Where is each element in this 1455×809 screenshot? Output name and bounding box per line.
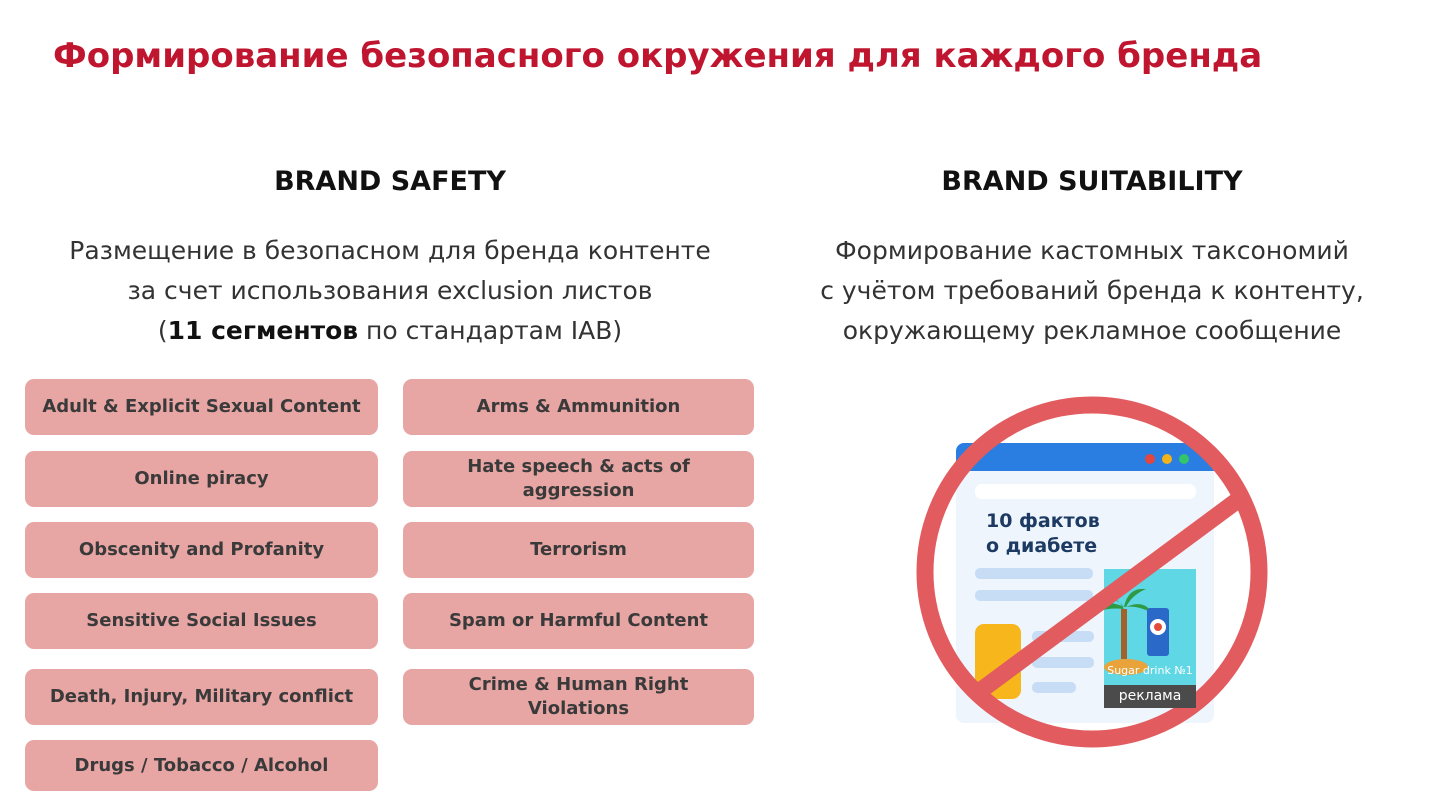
window-close-dot-icon [1145,454,1155,464]
text-line [975,568,1093,579]
page-title: Формирование безопасного окружения для каждого бренда [53,36,1263,76]
brand-suitability-description-line3: окружающему рекламное сообщение [842,316,1342,345]
brand-safety-heading: BRAND SAFETY [274,166,506,197]
segment-adult-explicit [25,379,378,435]
segment-label: Online piracy [134,468,269,489]
segment-drugs-tobacco-alcohol [25,740,378,791]
ad-caption: Sugar drink №1 [1107,664,1193,677]
segment-label: Sensitive Social Issues [86,610,317,631]
browser-title-bar [956,443,1214,471]
text-line [975,590,1093,601]
article-title-line2: о диабете [986,535,1098,557]
brand-safety-description-line3-rest: по стандартам IAB) [358,316,623,345]
article-title-line1: 10 фактов [986,510,1100,532]
address-bar [975,484,1196,499]
segment-label: Death, Injury, Military conflict [49,686,354,707]
prohibited-ad-illustration [912,395,1272,751]
segment-label: Terrorism [530,539,627,560]
segment-label: Obscenity and Profanity [78,539,325,560]
segment-label: Crime & Human Right Violations [468,674,689,719]
text-line [1032,682,1076,693]
brand-suitability-heading: BRAND SUITABILITY [941,166,1243,197]
brand-suitability-description-line2: с учётом требований бренда к контенту, [820,276,1364,305]
brand-safety-description-line2: за счет использования exclusion листов [127,276,653,305]
brand-safety-description-line1: Размещение в безопасном для бренда контенте [69,236,711,265]
brand-safety-description [30,231,750,351]
ad-label: реклама [1104,685,1196,708]
segment-label: Adult & Explicit Sexual Content [42,396,361,417]
segment-label: Drugs / Tobacco / Alcohol [74,754,329,776]
article-title [986,509,1100,559]
brand-safety-description-line3-open: ( [157,316,168,345]
segment-obscenity-profanity [25,522,378,578]
drink-can-logo [1154,623,1162,631]
segment-online-piracy [25,451,378,507]
segment-terrorism [403,522,754,578]
segment-label: Spam or Harmful Content [448,610,709,631]
brand-suitability-description-line1: Формирование кастомных таксономий [835,236,1349,265]
segment-hate-speech [403,451,754,507]
segment-death-injury-military [25,669,378,725]
segment-count-text: 11 сегментов [167,316,359,345]
segment-label: Hate speech & acts of aggression [467,456,690,501]
segment-arms-ammunition [403,379,754,435]
window-maximize-dot-icon [1179,454,1189,464]
text-line [1032,657,1094,668]
segment-sensitive-social-issues [25,593,378,649]
segment-crime-human-rights [403,669,754,725]
segment-label: Arms & Ammunition [476,396,681,417]
palm-trunk [1121,609,1127,659]
brand-suitability-description [782,231,1402,351]
segment-spam-harmful [403,593,754,649]
window-minimize-dot-icon [1162,454,1172,464]
